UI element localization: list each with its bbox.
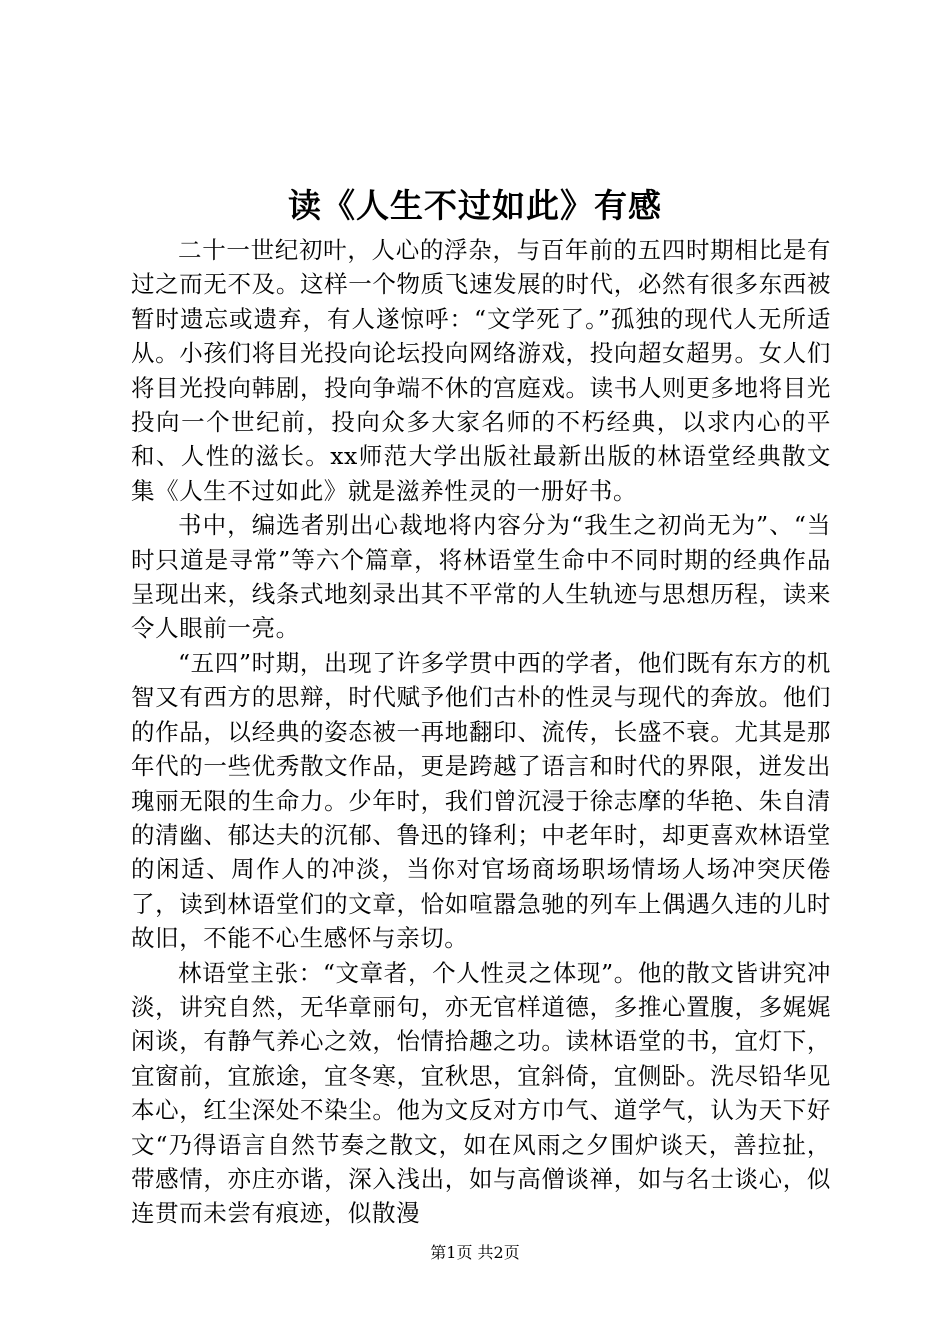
page-footer <box>0 1242 950 1264</box>
paragraph-2: 书中，编选者别出心裁地将内容分为“我生之初尚无为”、“当时只道是寻常”等六个篇章，将林语堂生命中不同时期的经典作品呈现出来，线条式地刻录出其不平常的人生轨迹与思想历程，读来令人眼前一亮。 <box>131 511 831 643</box>
page-number-label: 第1页 共2页 <box>430 1243 520 1262</box>
document-title: 读《人生不过如此》有感 <box>288 186 662 225</box>
paragraph-3: “五四”时期，出现了许多学贯中西的学者，他们既有东方的机智又有西方的思辩，时代赋予他们古朴的性灵与现代的奔放。他们的作品，以经典的姿态被一再地翻印、流传，长盛不衰。尤其是那年代的一些优秀散文作品，更是跨越了语言和时代的界限，迸发出瑰丽无限的生命力。少年时，我们曾沉浸于徐志摩的华艳、朱自清的清幽、郁达夫的沉郁、鲁迅的锋利；中老年时，却更喜欢林语堂的闲适、周作人的冲淡，当你对官场商场职场情场人场冲突厌倦了，读到林语堂们的文章，恰如喧嚣急驰的列车上偶遇久违的儿时故旧，不能不心生感怀与亲切。 <box>131 648 831 953</box>
document-body <box>131 233 831 1231</box>
paragraph-1: 二十一世纪初叶，人心的浮杂，与百年前的五四时期相比是有过之而无不及。这样一个物质飞速发展的时代，必然有很多东西被暂时遗忘或遗弃，有人遂惊呼：“文学死了。”孤独的现代人无所适从。小孩们将目光投向论坛投向网络游戏，投向超女超男。女人们将目光投向韩剧，投向争端不休的宫庭戏。读书人则更多地将目光投向一个世纪前，投向众多大家名师的不朽经典，以求内心的平和、人性的滋长。xx师范大学出版社最新出版的林语堂经典散文集《人生不过如此》就是滋养性灵的一册好书。 <box>131 236 831 505</box>
paragraph-4: 林语堂主张：“文章者，个人性灵之体现”。他的散文皆讲究冲淡，讲究自然，无华章丽句，亦无官样道德，多推心置腹，多娓娓闲谈，有静气养心之效，怡情拾趣之功。读林语堂的书，宜灯下，宜窗前，宜旅途，宜冬寒，宜秋思，宜斜倚，宜侧卧。洗尽铅华见本心，红尘深处不染尘。他为文反对方巾气、道学气，认为天下好文“乃得语言自然节奏之散文，如在风雨之夕围炉谈天，善拉扯，带感情，亦庄亦谐，深入浅出，如与高僧谈禅，如与名士谈心，似连贯而未尝有痕迹，似散漫 <box>131 958 831 1228</box>
